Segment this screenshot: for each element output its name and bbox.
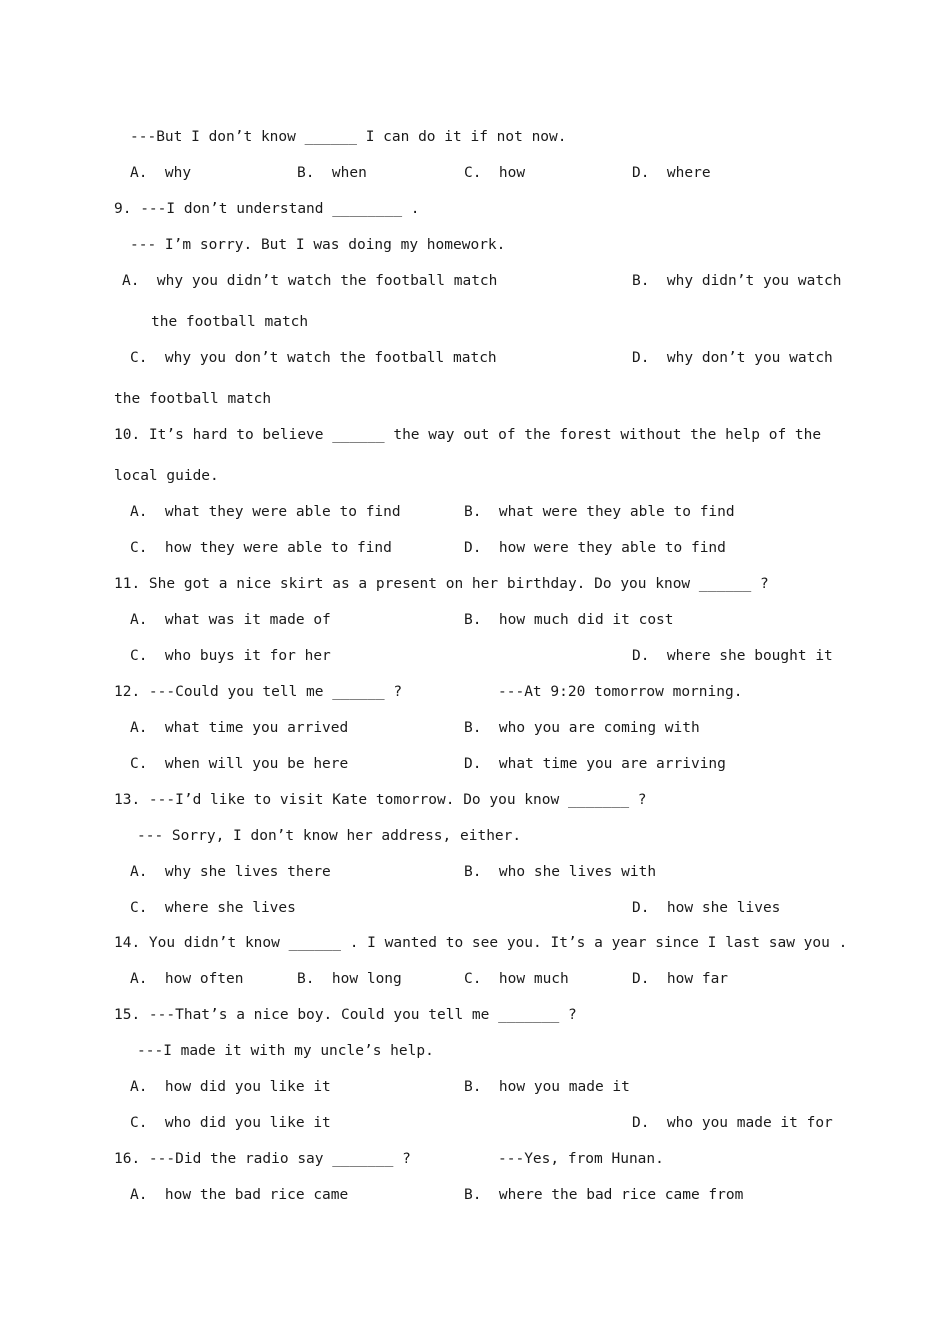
q14-option-b: B. how long: [297, 971, 402, 987]
q9-option-d-cont: the football match: [114, 391, 272, 407]
q9-option-d: D. why don’t you watch: [632, 350, 833, 366]
q15-option-d: D. who you made it for: [632, 1115, 833, 1131]
q9-option-b-cont: the football match: [151, 314, 309, 330]
q10-option-d: D. how were they able to find: [464, 540, 726, 556]
q13-option-c: C. where she lives: [130, 900, 296, 916]
q14-stem: 14. You didn’t know ______ . I wanted to see you. It’s a year since I last saw you .: [114, 935, 848, 951]
q8-option-d: D. where: [632, 165, 711, 181]
q8-option-c: C. how: [464, 165, 526, 181]
q9-reply: --- I’m sorry. But I was doing my homework.: [130, 237, 506, 253]
q12-option-d: D. what time you are arriving: [464, 756, 726, 772]
q10-stem: 10. It’s hard to believe ______ the way out of the forest without the help of the: [114, 427, 822, 443]
q13-stem: 13. ---I’d like to visit Kate tomorrow. Do you know _______ ?: [114, 792, 647, 808]
q10-option-a: A. what they were able to find: [130, 504, 401, 520]
q13-option-d: D. how she lives: [632, 900, 781, 916]
q12-option-b: B. who you are coming with: [464, 720, 700, 736]
q11-option-c: C. who buys it for her: [130, 648, 331, 664]
q10-option-c: C. how they were able to find: [130, 540, 392, 556]
q15-reply: ---I made it with my uncle’s help.: [137, 1043, 434, 1059]
q16-stem: 16. ---Did the radio say _______ ?: [114, 1151, 411, 1167]
q11-stem: 11. She got a nice skirt as a present on her birthday. Do you know ______ ?: [114, 576, 769, 592]
q14-option-a: A. how often: [130, 971, 244, 987]
q9-option-a: A. why you didn’t watch the football match: [122, 273, 498, 289]
q10-stem-cont: local guide.: [114, 468, 219, 484]
q16-option-a: A. how the bad rice came: [130, 1187, 349, 1203]
q9-option-b: B. why didn’t you watch: [632, 273, 842, 289]
q13-option-a: A. why she lives there: [130, 864, 331, 880]
q12-stem: 12. ---Could you tell me ______ ?: [114, 684, 403, 700]
q15-option-a: A. how did you like it: [130, 1079, 331, 1095]
q15-option-b: B. how you made it: [464, 1079, 630, 1095]
q9-stem: 9. ---I don’t understand ________ .: [114, 201, 420, 217]
q8-line: ---But I don’t know ______ I can do it if not now.: [130, 129, 567, 145]
q14-option-c: C. how much: [464, 971, 569, 987]
q16-reply: ---Yes, from Hunan.: [498, 1151, 664, 1167]
q10-option-b: B. what were they able to find: [464, 504, 735, 520]
q15-stem: 15. ---That’s a nice boy. Could you tell me _______ ?: [114, 1007, 577, 1023]
q8-option-b: B. when: [297, 165, 367, 181]
q11-option-d: D. where she bought it: [632, 648, 833, 664]
q9-option-c: C. why you don’t watch the football match: [130, 350, 497, 366]
q13-option-b: B. who she lives with: [464, 864, 657, 880]
q8-option-a: A. why: [130, 165, 192, 181]
q12-reply: ---At 9:20 tomorrow morning.: [498, 684, 743, 700]
q16-option-b: B. where the bad rice came from: [464, 1187, 744, 1203]
q11-option-b: B. how much did it cost: [464, 612, 674, 628]
q12-option-c: C. when will you be here: [130, 756, 349, 772]
q14-option-d: D. how far: [632, 971, 729, 987]
q13-reply: --- Sorry, I don’t know her address, either.: [137, 828, 522, 844]
q15-option-c: C. who did you like it: [130, 1115, 331, 1131]
q12-option-a: A. what time you arrived: [130, 720, 349, 736]
q11-option-a: A. what was it made of: [130, 612, 331, 628]
